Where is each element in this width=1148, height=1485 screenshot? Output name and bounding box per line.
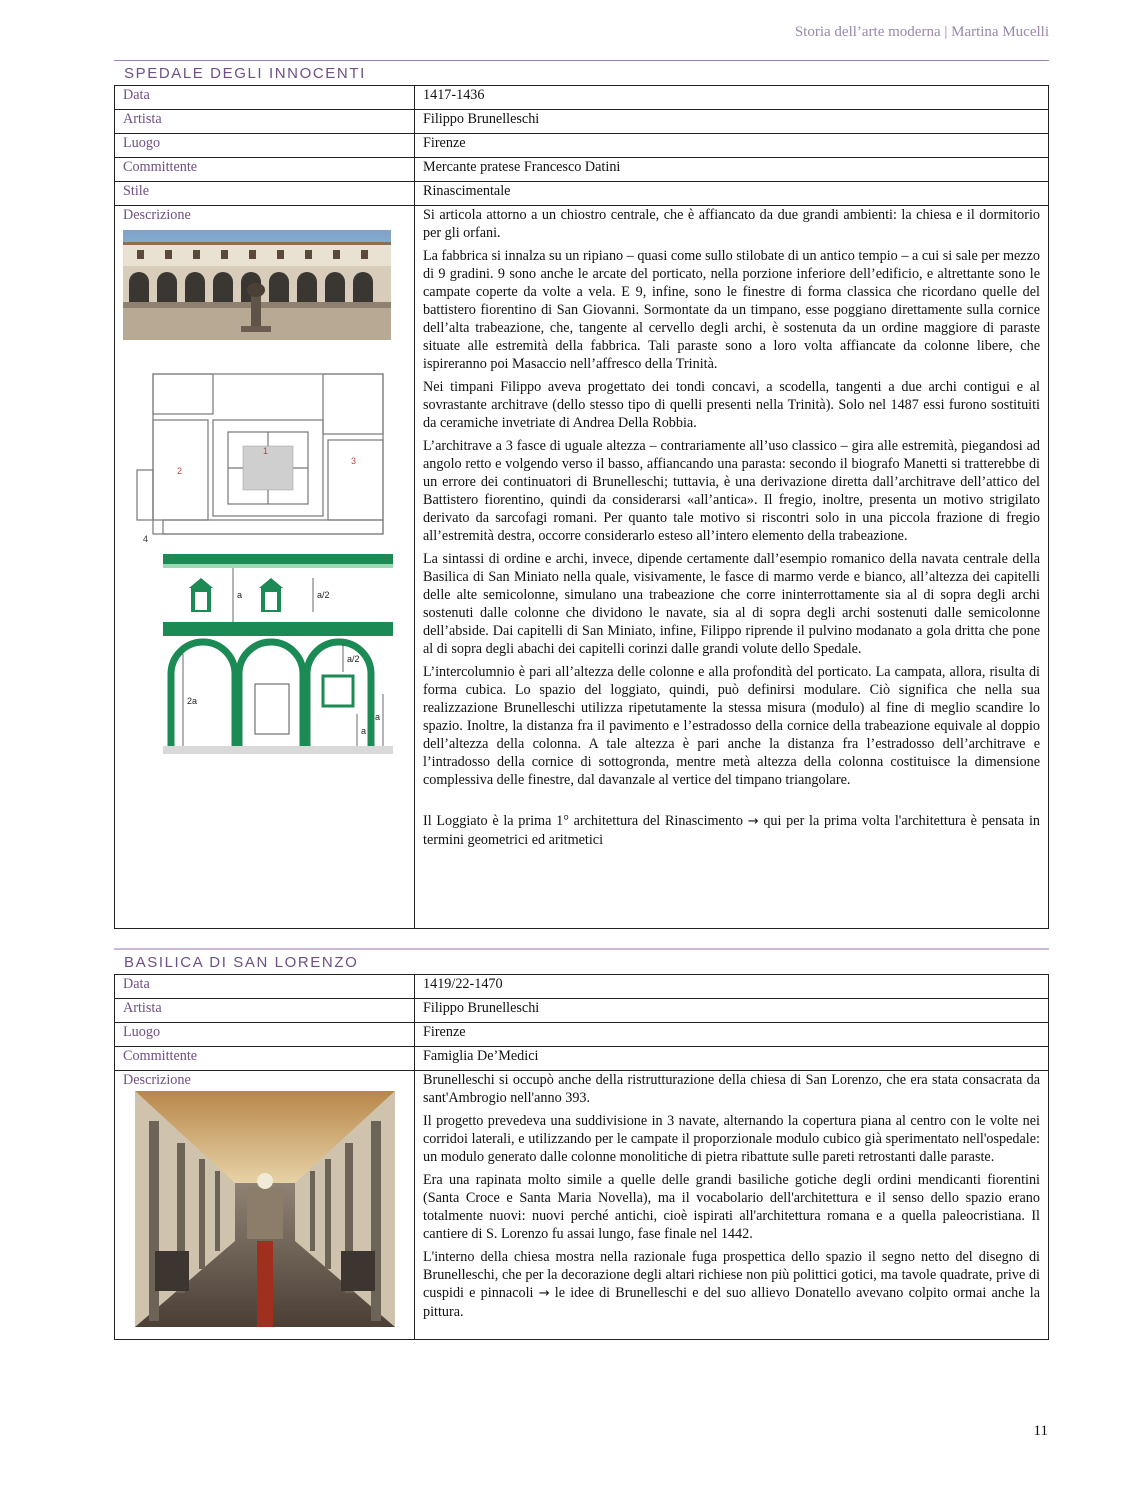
table-row <box>115 86 1049 110</box>
table-row <box>115 182 1049 206</box>
table-row <box>115 1023 1049 1047</box>
table-row <box>115 158 1049 182</box>
section-title-san-lorenzo: BASILICA DI SAN LORENZO <box>124 954 359 971</box>
table-row <box>115 975 1049 999</box>
description-cell <box>115 1071 415 1340</box>
header-rule <box>114 60 1049 61</box>
table-row <box>115 1047 1049 1071</box>
paragraph: Si articola attorno a un chiostro centrale, che è affiancato da due grandi ambienti: la chiesa e il dormitorio per gli orfani. <box>423 207 1040 241</box>
plan-label: 1 <box>263 446 269 456</box>
paragraph: Brunelleschi si occupò anche della ristrutturazione della chiesa di San Lorenzo, che era stata consacrata da sant'Ambrogio nell'anno 393. <box>423 1072 1040 1106</box>
paragraph: Il progetto prevedeva una suddivisione in 3 navate, alternando la copertura piana al centro con le volte nei corridoi laterali, e utilizzando per le campate il proporzionale modulo cubico già sperimentato nell'ospedale: un modulo generato dalle colonne monolitiche di pietra ribattute sulle pareti retrostanti dalle paraste. <box>423 1113 1040 1165</box>
description-cell <box>115 206 415 929</box>
spedale-facade-photo <box>123 230 391 340</box>
paragraph: Nei timpani Filippo aveva progettato dei tondi concavi, a scodella, tangenti a due archi contigui e al sovrastante architrave (dello stesso tipo di quelli presenti nella Trinità). Solo nel 1487 essi furono sostituiti da ceramiche invetriate di Andrea Della Robbia. <box>423 379 1040 431</box>
row-value: Famiglia De’Medici <box>415 1047 1049 1071</box>
elevation-label: a/2 <box>317 590 330 600</box>
paragraph: L’architrave a 3 fasce di uguale altezza – contrariamente all’uso classico – gira alle estremità, piegandosi ad angolo retto e volgendo verso il basso, affiancando una parasta: secondo il biografo Manetti si tratterebbe di un errore dei continuatori di Brunelleschi; tuttavia, è una derivazione diretta dall’architrave dell’attico del Battistero fiorentino, quindi da considerarsi «all’antica». Il fregio, inoltre, presenta un motivo strigilato derivato da sarcofagi romani. Per quanto tale motivo si riscontri solo in una piccola frazione di fregio all’estremità destra, occorre considerarlo esteso all’intero elemento della trabeazione. <box>423 438 1040 544</box>
spedale-elevation-drawing <box>163 554 393 754</box>
plan-label: 2 <box>177 466 183 476</box>
spedale-plan-drawing <box>133 370 401 550</box>
elevation-label: a <box>361 726 367 736</box>
paragraph: Era una rapinata molto simile a quelle delle grandi basiliche gotiche degli ordini mendicanti fiorentini (Santa Croce e Santa Maria Novella), ma il vocabolario dell'architettura e il senso dello spazio erano totalmente nuovi: nuovi perché antichi, cioè ispirati all'architettura romana e a quella paleocristiana. Il cantiere di S. Lorenzo fu assai lungo, fase finale nel 1442. <box>423 1172 1040 1242</box>
row-label: Artista <box>115 999 415 1023</box>
table-row <box>115 999 1049 1023</box>
row-label: Data <box>115 86 415 110</box>
closing-text: qui per la prima volta l'architettura è pensata in termini geometrici ed aritmetici <box>423 813 1040 848</box>
row-value: Mercante pratese Francesco Datini <box>415 158 1049 182</box>
row-label: Stile <box>115 182 415 206</box>
paragraph-text: le idee di Brunelleschi e del suo allievo Donatello avevano colpito ormai anche la pittura. <box>423 1285 1040 1320</box>
elevation-label: a <box>375 712 381 722</box>
row-label: Data <box>115 975 415 999</box>
description-label: Descrizione <box>123 207 191 223</box>
row-value: Filippo Brunelleschi <box>415 999 1049 1023</box>
row-value: 1419/22-1470 <box>415 975 1049 999</box>
row-value: 1417-1436 <box>415 86 1049 110</box>
info-table-spedale <box>114 85 1049 929</box>
description-text <box>415 206 1049 929</box>
section-separator <box>114 948 1049 950</box>
row-value: Firenze <box>415 1023 1049 1047</box>
row-label: Luogo <box>115 1023 415 1047</box>
table-row <box>115 134 1049 158</box>
paragraph: L’intercolumnio è pari all’altezza delle colonne e alla profondità del porticato. La campata, allora, risulta di forma cubica. Lo spazio del loggiato, quindi, può definirsi modulare. Ciò significa che nella sua realizzazione Brunelleschi utilizza ripetutamente la stessa misura (modulo) al fine di meglio scandire lo spazio. Inoltre, la distanza fra il pavimento e l’estradosso della cornice della trabeazione equivale al doppio dell’altezza della colonna. A tale altezza è pari anche la distanza fra l’estradosso dell’architrave e l’intradosso della cornice di sottogronda, mentre metà altezza della colonna costituisce la dimensione complessiva delle finestre, dal davanzale al vertice del timpano triangolare. <box>423 664 1040 788</box>
description-row <box>115 1071 1049 1340</box>
row-value: Filippo Brunelleschi <box>415 110 1049 134</box>
row-value: Rinascimentale <box>415 182 1049 206</box>
description-label: Descrizione <box>123 1072 191 1088</box>
arrow-icon: → <box>538 1286 550 1301</box>
closing-paragraph <box>423 812 1040 849</box>
info-table-san-lorenzo <box>114 974 1049 1340</box>
page-number: 11 <box>1033 1423 1048 1439</box>
elevation-label: 2a <box>187 696 198 706</box>
plan-label: 3 <box>351 456 357 466</box>
paragraph-text: L'interno della chiesa mostra nella razionale fuga prospettica dello spazio il segno netto del disegno di Brunelleschi, che per la decorazione degli altari richiese non più polittici gotici, ma tavole quadrate, prive di cuspidi e pinnacoli <box>423 1249 1040 1301</box>
running-header: Storia dell’arte moderna | Martina Mucelli <box>794 24 1049 40</box>
figures-spedale <box>123 230 406 754</box>
row-label: Luogo <box>115 134 415 158</box>
paragraph: La fabbrica si innalza su un ripiano – quasi come sullo stilobate di un antico tempio – a cui si sale per mezzo di 9 gradini. 9 sono anche le arcate del porticato, nella porzione inferiore dell’edificio, e altrettante sono le campate coperte da volte a vela. E 9, infine, sono le finestre di forma classica che ricordano quelle del battistero fiorentino di San Giovanni. Sormontate da un timpano, esse poggiano direttamente sulla cornice dell’alta trabeazione, che, tangente al cervello degli archi, è sostenuta da un ordine maggiore di paraste situate alle estremità della fabbrica. Tali paraste sono a loro volta affiancate da colonne libere, che ispireranno poi Masaccio nell’affresco della Trinità. <box>423 248 1040 372</box>
closing-text: Il Loggiato è la prima 1° architettura del Rinascimento <box>423 813 748 829</box>
description-row <box>115 206 1049 929</box>
plan-label: 4 <box>143 534 149 544</box>
row-value: Firenze <box>415 134 1049 158</box>
row-label: Committente <box>115 158 415 182</box>
table-row <box>115 110 1049 134</box>
section-title-spedale: SPEDALE DEGLI INNOCENTI <box>124 65 366 82</box>
elevation-label: a <box>237 590 243 600</box>
row-label: Artista <box>115 110 415 134</box>
row-label: Committente <box>115 1047 415 1071</box>
elevation-label: a/2 <box>347 654 360 664</box>
arrow-icon: → <box>747 814 759 829</box>
paragraph: La sintassi di ordine e archi, invece, dipende certamente dall’esempio romanico della navata centrale della Basilica di San Miniato nella quale, visivamente, le fasce di marmo verde e bianco, all’altezza dei capitelli delle alte semicolonne, simulano una trabeazione che corre ininterrottamente sia al di sopra degli archi sostenuti dalle colonne che dividono le navate, sia al di sopra degli archi sostenuti dalle semicolonne dell’abside. Dai capitelli di San Miniato, infine, Filippo riprende il pulvino modanato a gola dritta che pone al di sopra degli abachi dei capitelli corinzi dalle grandi volute dello Spedale. <box>423 551 1040 657</box>
description-text <box>415 1071 1049 1340</box>
san-lorenzo-interior-photo <box>135 1091 395 1327</box>
paragraph <box>423 1248 1040 1321</box>
